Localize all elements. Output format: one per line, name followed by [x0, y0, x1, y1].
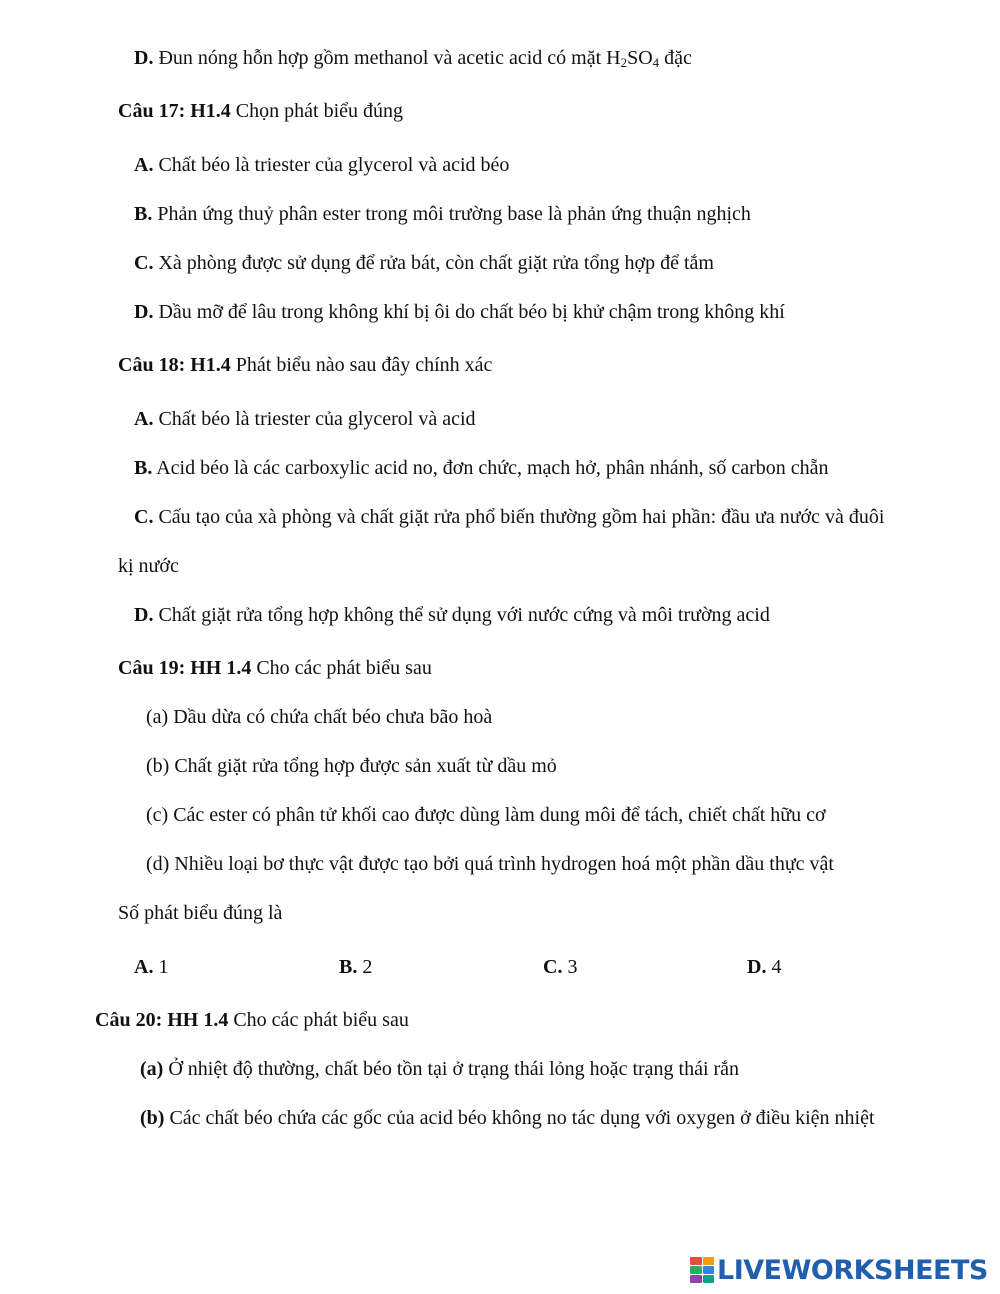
option-text: Dầu mỡ để lâu trong không khí bị ôi do chất béo bị khử chậm trong không khí	[153, 301, 785, 323]
q19-statement-d: (d) Nhiều loại bơ thực vật được tạo bởi quá trình hydrogen hoá một phần dầu thực vật	[146, 853, 834, 875]
question-label: Câu 19: HH 1.4	[118, 657, 252, 679]
answer-label: A.	[134, 956, 154, 978]
q19-question: Số phát biểu đúng là	[118, 902, 283, 924]
q19-statement-c: (c) Các ester có phân tử khối cao được dùng làm dung môi để tách, chiết chất hữu cơ	[146, 804, 826, 826]
question-text: Phát biểu nào sau đây chính xác	[230, 354, 493, 376]
option-text: Chất béo là triester của glycerol và acid béo	[153, 154, 510, 176]
q20-statement-a	[140, 1057, 739, 1081]
q18-option-b	[134, 456, 829, 480]
option-label: D.	[134, 301, 154, 323]
answer-label: C.	[543, 956, 563, 978]
q19-answer-d[interactable]	[747, 955, 781, 979]
q17-stem	[118, 99, 403, 123]
answer-value: 4	[766, 956, 782, 978]
q19-statement-a: (a) Dầu dừa có chứa chất béo chưa bão hoà	[146, 706, 493, 728]
question-text: Cho các phát biểu sau	[228, 1009, 409, 1031]
answer-value: 2	[357, 956, 373, 978]
q16-option-d	[134, 46, 692, 70]
option-text: Xà phòng được sử dụng để rửa bát, còn chất giặt rửa tổng hợp để tắm	[153, 252, 714, 274]
question-text: Cho các phát biểu sau	[251, 657, 432, 679]
option-label: C.	[134, 506, 154, 528]
q17-option-c	[134, 251, 714, 275]
q19-answer-c[interactable]	[543, 955, 577, 979]
statement-text: Ở nhiệt độ thường, chất béo tồn tại ở trạng thái lỏng hoặc trạng thái rắn	[163, 1058, 740, 1080]
option-text: Đun nóng hỗn hợp gồm methanol và acetic acid có mặt $H_2SO_4$ đặc	[158, 47, 692, 70]
q20-statement-b	[140, 1106, 875, 1130]
liveworksheets-logo	[690, 1255, 988, 1285]
q20-stem	[95, 1008, 409, 1032]
answer-value: 1	[153, 956, 169, 978]
q19-statement-b: (b) Chất giặt rửa tổng hợp được sản xuất từ dầu mỏ	[146, 755, 557, 777]
q18-option-a	[134, 407, 476, 431]
option-label: D.	[134, 604, 154, 626]
statement-label: (b)	[140, 1107, 165, 1129]
q19-answer-b[interactable]	[339, 955, 372, 979]
watermark-text: LIVEWORKSHEETS	[717, 1254, 988, 1286]
q17-option-d	[134, 300, 785, 324]
q19-answer-a[interactable]	[134, 955, 168, 979]
option-text: Chất giặt rửa tổng hợp không thể sử dụng với nước cứng và môi trường acid	[153, 604, 770, 626]
option-label: A.	[134, 154, 154, 176]
question-text: Chọn phát biểu đúng	[230, 100, 404, 122]
option-text: Acid béo là các carboxylic acid no, đơn chức, mạch hở, phân nhánh, số carbon chẵn	[152, 457, 829, 479]
option-label: C.	[134, 252, 154, 274]
q17-option-a	[134, 153, 509, 177]
option-label: B.	[134, 457, 153, 479]
q18-option-c	[134, 505, 884, 529]
answer-label: D.	[747, 956, 767, 978]
statement-text: Các chất béo chứa các gốc của acid béo không no tác dụng với oxygen ở điều kiện nhiệt	[164, 1107, 875, 1129]
liveworksheets-logo-icon	[690, 1257, 714, 1283]
option-label: A.	[134, 408, 154, 430]
q18-option-c-continuation: kị nước	[118, 555, 179, 577]
option-label: D.	[134, 47, 154, 69]
option-label: B.	[134, 203, 153, 225]
q18-option-d	[134, 603, 770, 627]
question-label: Câu 18: H1.4	[118, 354, 231, 376]
question-label: Câu 17: H1.4	[118, 100, 231, 122]
q19-stem	[118, 656, 432, 680]
answer-label: B.	[339, 956, 358, 978]
q17-option-b	[134, 202, 751, 226]
q18-stem	[118, 353, 492, 377]
question-label: Câu 20: HH 1.4	[95, 1009, 229, 1031]
option-text: Cấu tạo của xà phòng và chất giặt rửa phổ biến thường gồm hai phần: đầu ưa nước và đuôi	[153, 506, 885, 528]
option-text: Chất béo là triester của glycerol và acid	[153, 408, 476, 430]
answer-value: 3	[562, 956, 578, 978]
option-text: Phản ứng thuỷ phân ester trong môi trường base là phản ứng thuận nghịch	[152, 203, 751, 225]
statement-label: (a)	[140, 1058, 164, 1080]
